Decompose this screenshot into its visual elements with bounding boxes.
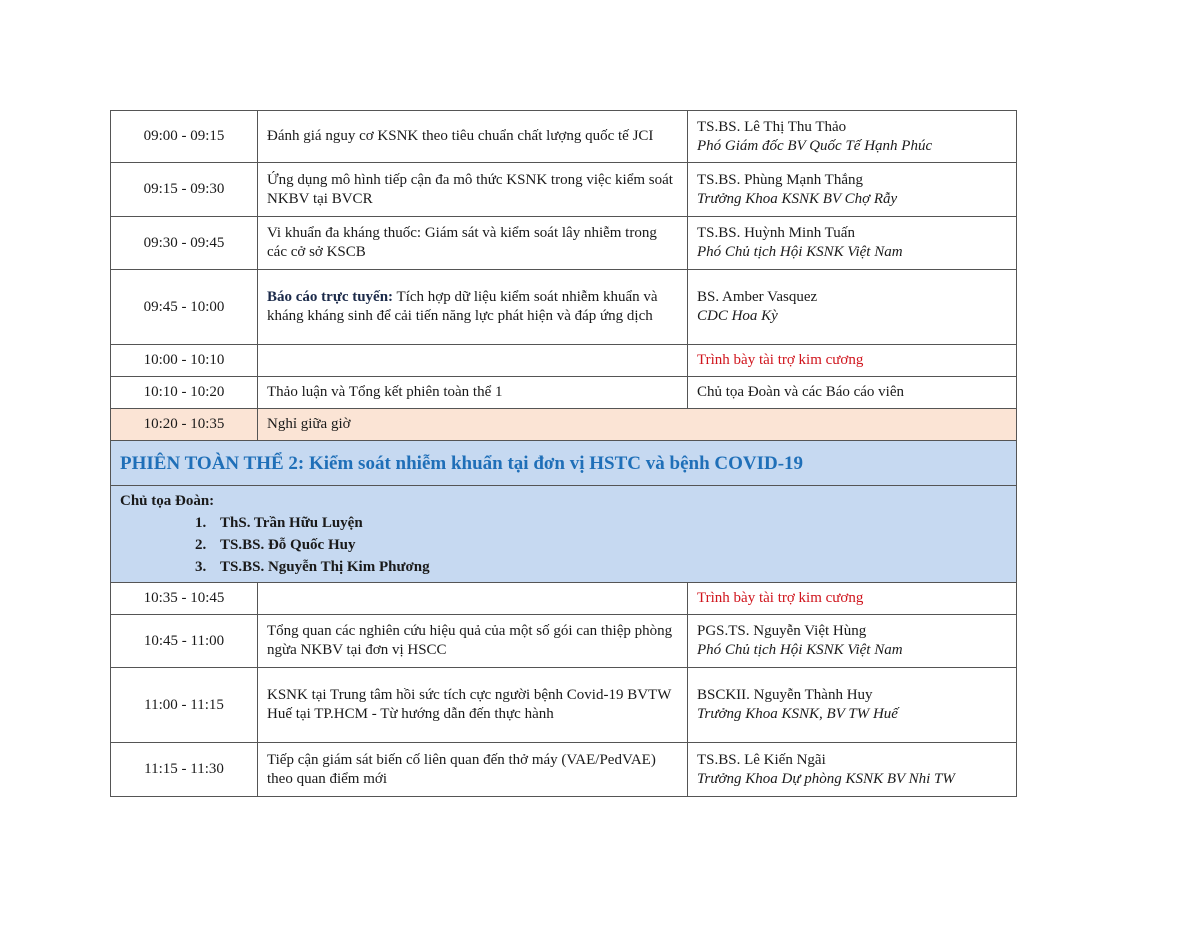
speaker-cell [688, 163, 1017, 217]
session-title: PHIÊN TOÀN THỂ 2: Kiểm soát nhiễm khuẩn tại đơn vị HSTC và bệnh COVID-19 [111, 441, 1017, 486]
speaker-name: TS.BS. Huỳnh Minh Tuấn [697, 225, 855, 241]
table-row [111, 163, 1017, 217]
time-cell: 11:00 - 11:15 [111, 668, 258, 743]
table-row [111, 615, 1017, 668]
chairs-list [120, 512, 1007, 578]
speaker-name: BS. Amber Vasquez [697, 289, 818, 305]
speaker-cell [688, 111, 1017, 163]
sponsor-cell: Trình bày tài trợ kim cương [688, 345, 1017, 377]
speaker-name: PGS.TS. Nguyễn Việt Hùng [697, 623, 867, 639]
table-row [111, 743, 1017, 797]
list-item: 1. ThS. Trần Hữu Luyện [210, 512, 1007, 534]
time-cell: 09:45 - 10:00 [111, 270, 258, 345]
speaker-cell [688, 668, 1017, 743]
time-cell: 10:35 - 10:45 [111, 583, 258, 615]
speaker-name: TS.BS. Lê Kiến Ngãi [697, 751, 826, 768]
topic-cell: Thảo luận và Tổng kết phiên toàn thể 1 [258, 377, 688, 409]
speaker-role: Phó Chủ tịch Hội KSNK Việt Nam [697, 642, 903, 658]
agenda-table [110, 110, 1017, 797]
speaker-role: Trưởng Khoa Dự phòng KSNK BV Nhi TW [697, 770, 955, 787]
chairs-label: Chủ tọa Đoàn: [120, 493, 215, 509]
table-row [111, 270, 1017, 345]
speaker-cell [688, 270, 1017, 345]
table-row [111, 583, 1017, 615]
speaker-cell [688, 615, 1017, 668]
topic-cell: Ứng dụng mô hình tiếp cận đa mô thức KSNK trong việc kiểm soát NKBV tại BVCR [258, 163, 688, 217]
session-chairs [111, 486, 1017, 583]
topic-text: Tích hợp dữ liệu kiểm soát nhiễm khuẩn và kháng kháng sinh để cải tiến năng lực phát hiện và đáp ứng dịch [267, 289, 658, 324]
time-cell: 10:10 - 10:20 [111, 377, 258, 409]
speaker-name: TS.BS. Phùng Mạnh Thắng [697, 171, 863, 188]
speaker-role: CDC Hoa Kỳ [697, 308, 778, 324]
break-row [111, 409, 1017, 441]
topic-cell [258, 345, 688, 377]
topic-cell: Vi khuẩn đa kháng thuốc: Giám sát và kiểm soát lây nhiễm trong các cở sở KSCB [258, 217, 688, 270]
list-item: 2. TS.BS. Đỗ Quốc Huy [210, 534, 1007, 556]
speaker-cell [688, 743, 1017, 797]
session-chairs-row [111, 486, 1017, 583]
topic-cell: KSNK tại Trung tâm hồi sức tích cực người bệnh Covid-19 BVTW Huế tại TP.HCM - Từ hướng dẫn đến thực hành [258, 668, 688, 743]
time-cell: 09:15 - 09:30 [111, 163, 258, 217]
table-row [111, 217, 1017, 270]
speaker-name: TS.BS. Lê Thị Thu Thảo [697, 118, 847, 135]
time-cell: 09:30 - 09:45 [111, 217, 258, 270]
speaker-name: BSCKII. Nguyễn Thành Huy [697, 687, 873, 703]
table-row [111, 377, 1017, 409]
table-row [111, 668, 1017, 743]
time-cell: 09:00 - 09:15 [111, 111, 258, 163]
speaker-role: Phó Giám đốc BV Quốc Tế Hạnh Phúc [697, 137, 933, 154]
speaker-cell: Chủ tọa Đoàn và các Báo cáo viên [688, 377, 1017, 409]
speaker-cell [688, 217, 1017, 270]
speaker-role: Trưởng Khoa KSNK BV Chợ Rẫy [697, 190, 898, 207]
topic-cell [258, 583, 688, 615]
table-row [111, 111, 1017, 163]
time-cell: 10:45 - 11:00 [111, 615, 258, 668]
topic-cell [258, 270, 688, 345]
break-label: Nghỉ giữa giờ [258, 409, 1017, 441]
online-report-label: Báo cáo trực tuyến: [267, 289, 394, 305]
time-cell: 10:20 - 10:35 [111, 409, 258, 441]
topic-cell: Tiếp cận giám sát biến cố liên quan đến thở máy (VAE/PedVAE) theo quan điểm mới [258, 743, 688, 797]
time-cell: 10:00 - 10:10 [111, 345, 258, 377]
topic-cell: Tổng quan các nghiên cứu hiệu quả của một số gói can thiệp phòng ngừa NKBV tại đơn vị HSCC [258, 615, 688, 668]
session-title-row [111, 441, 1017, 486]
sponsor-cell: Trình bày tài trợ kim cương [688, 583, 1017, 615]
speaker-role: Phó Chủ tịch Hội KSNK Việt Nam [697, 244, 903, 260]
speaker-role: Trưởng Khoa KSNK, BV TW Huế [697, 706, 898, 722]
list-item: 3. TS.BS. Nguyễn Thị Kim Phương [210, 556, 1007, 578]
table-row [111, 345, 1017, 377]
time-cell: 11:15 - 11:30 [111, 743, 258, 797]
topic-cell: Đánh giá nguy cơ KSNK theo tiêu chuẩn chất lượng quốc tế JCI [258, 111, 688, 163]
